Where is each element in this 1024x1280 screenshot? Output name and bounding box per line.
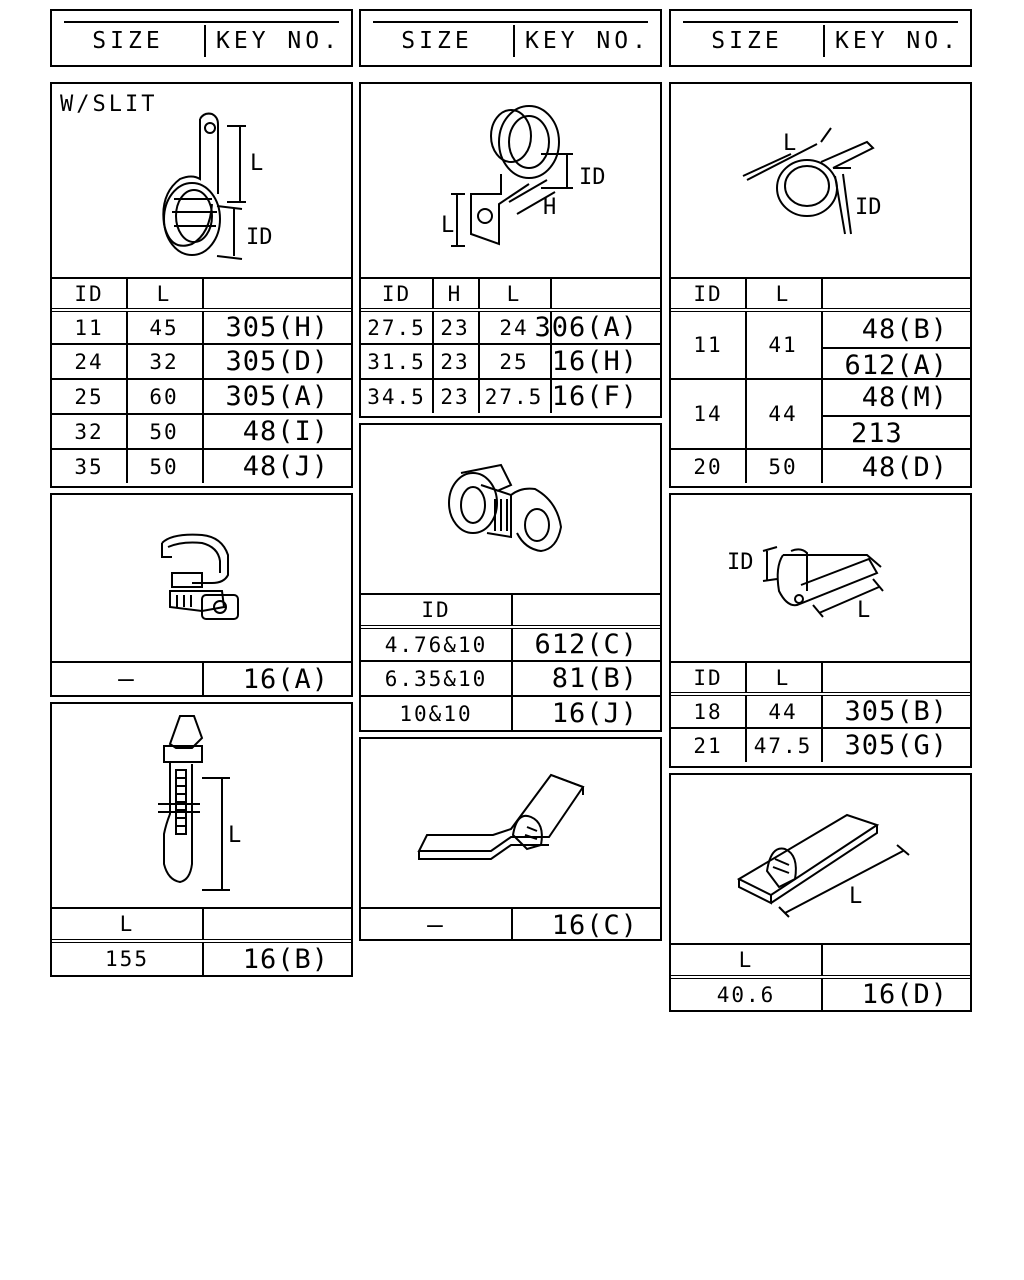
slit-clamp-drawing bbox=[52, 84, 352, 279]
panel-double-clip bbox=[359, 423, 662, 732]
size-value: 4.76&10 bbox=[384, 632, 488, 657]
key-number: 81(B) bbox=[551, 663, 638, 694]
key-number: 612(C) bbox=[534, 629, 638, 660]
header-size: SIZE bbox=[711, 28, 783, 54]
key-number: 48(J) bbox=[242, 451, 329, 482]
panel-fork-clip bbox=[669, 493, 972, 768]
size-value: 11 bbox=[74, 315, 104, 340]
table-header-row bbox=[671, 661, 970, 692]
dim-id: ID bbox=[579, 165, 606, 190]
column-header: ID bbox=[693, 281, 723, 306]
key-number: 48(B) bbox=[861, 314, 948, 345]
table-snap-clip bbox=[52, 661, 351, 697]
header-key-no: KEY NO. bbox=[216, 28, 341, 54]
illustration-strap-tie bbox=[52, 704, 351, 908]
size-value: 35 bbox=[74, 454, 104, 479]
table-row bbox=[52, 448, 351, 483]
illustration-flat-clip bbox=[361, 739, 660, 907]
table-header-row bbox=[671, 943, 970, 975]
size-value: 23 bbox=[440, 384, 470, 409]
column-header: L bbox=[506, 281, 522, 306]
header-size: SIZE bbox=[401, 28, 473, 54]
table-flat-clip bbox=[361, 907, 660, 941]
column-header bbox=[550, 279, 660, 308]
header-key-no: KEY NO. bbox=[835, 28, 960, 54]
size-value: 45 bbox=[149, 315, 179, 340]
size-value: 34.5 bbox=[367, 384, 426, 409]
size-value: 50 bbox=[768, 454, 798, 479]
no-size-dash: — bbox=[427, 910, 445, 940]
table-band-clamp bbox=[671, 277, 970, 488]
column-header: L bbox=[119, 912, 135, 936]
flat-clip-drawing bbox=[361, 739, 661, 907]
table-row bbox=[361, 695, 660, 730]
column-header: ID bbox=[74, 281, 104, 306]
size-value: 50 bbox=[149, 454, 179, 479]
snap-clip-drawing bbox=[52, 495, 352, 662]
dim-l: L bbox=[783, 131, 797, 156]
key-number: 48(M) bbox=[861, 382, 948, 413]
table-row bbox=[52, 413, 351, 448]
size-value: 155 bbox=[105, 947, 149, 971]
column-header: L bbox=[775, 281, 791, 306]
panel-edge-clip bbox=[669, 773, 972, 1012]
table-header-row bbox=[52, 277, 351, 308]
table-row bbox=[52, 343, 351, 378]
key-number: 48(I) bbox=[242, 416, 329, 447]
key-number: 305(D) bbox=[225, 346, 329, 377]
panel-band-clamp bbox=[669, 82, 972, 488]
key-number: 306(A) bbox=[534, 312, 638, 343]
table-row bbox=[52, 308, 351, 343]
table-row-group bbox=[671, 308, 970, 381]
header-size: SIZE bbox=[92, 28, 164, 54]
panel-flat-clip bbox=[359, 737, 662, 941]
key-number: 305(G) bbox=[844, 730, 948, 761]
note-w-slit: W/SLIT bbox=[60, 92, 158, 117]
illustration-double-clip bbox=[361, 425, 660, 593]
column-header: ID bbox=[421, 598, 451, 622]
size-value: 50 bbox=[149, 419, 179, 444]
dim-l: L bbox=[250, 151, 264, 176]
illustration-edge-clip bbox=[671, 775, 970, 943]
key-number: 16(D) bbox=[861, 979, 948, 1010]
size-value: 31.5 bbox=[367, 349, 426, 374]
size-value: 27.5 bbox=[484, 384, 544, 409]
size-value: 23 bbox=[440, 349, 470, 374]
table-row bbox=[52, 661, 351, 695]
table-row-group bbox=[671, 448, 970, 483]
band-clamp-drawing bbox=[671, 84, 971, 279]
size-value: 11 bbox=[693, 333, 723, 357]
table-row bbox=[671, 975, 970, 1010]
table-double-clip bbox=[361, 593, 660, 732]
table-header-row bbox=[361, 277, 660, 308]
dim-id: ID bbox=[855, 195, 882, 220]
dim-l: L bbox=[228, 823, 242, 848]
panel-slit-clamp bbox=[50, 82, 353, 488]
column-header bbox=[821, 945, 970, 975]
column-header: ID bbox=[381, 281, 412, 306]
size-value: 6.35&10 bbox=[384, 666, 488, 691]
column-header: L bbox=[775, 665, 791, 690]
key-number: 305(B) bbox=[844, 696, 948, 727]
column-header bbox=[821, 663, 970, 692]
table-header-row bbox=[361, 593, 660, 625]
table-row bbox=[671, 727, 970, 762]
size-value: 32 bbox=[74, 419, 104, 444]
column-header bbox=[821, 279, 970, 308]
header-col3 bbox=[669, 9, 972, 67]
illustration-bracket-clamp bbox=[361, 84, 660, 279]
size-value: 18 bbox=[693, 699, 723, 724]
size-value: 25 bbox=[74, 384, 104, 409]
table-fork-clip bbox=[671, 661, 970, 768]
dim-id: ID bbox=[246, 225, 273, 250]
illustration-snap-clip bbox=[52, 495, 351, 662]
column-header: L bbox=[738, 948, 754, 972]
key-number: 612(A) bbox=[821, 347, 970, 382]
column-header bbox=[202, 909, 351, 939]
size-value: 44 bbox=[768, 699, 798, 724]
key-number: 16(B) bbox=[242, 943, 329, 975]
table-row bbox=[671, 692, 970, 727]
size-value: 44 bbox=[768, 402, 798, 426]
table-strap-tie bbox=[52, 907, 351, 977]
key-number: 16(H) bbox=[551, 346, 638, 377]
bracket-clamp-drawing bbox=[361, 84, 661, 279]
dim-l: L bbox=[441, 213, 455, 238]
column-header bbox=[202, 279, 351, 308]
size-value: 14 bbox=[693, 402, 723, 426]
table-header-row bbox=[671, 277, 970, 308]
column-header: H bbox=[447, 281, 463, 306]
size-value: 32 bbox=[149, 349, 179, 374]
key-number: 305(H) bbox=[225, 312, 329, 343]
panel-bracket-clamp bbox=[359, 82, 662, 418]
column-header bbox=[511, 595, 660, 625]
size-value: 23 bbox=[440, 315, 470, 340]
table-slit-clamp bbox=[52, 277, 351, 488]
size-value: 40.6 bbox=[716, 982, 776, 1007]
dim-l: L bbox=[857, 598, 871, 623]
table-row bbox=[52, 378, 351, 413]
table-row bbox=[361, 660, 660, 695]
header-col1 bbox=[50, 9, 353, 67]
size-value: 24 bbox=[74, 349, 104, 374]
table-header-row bbox=[52, 907, 351, 939]
header-col2 bbox=[359, 9, 662, 67]
size-value: 27.5 bbox=[367, 315, 426, 340]
column-header: L bbox=[156, 281, 172, 306]
no-size-dash: — bbox=[118, 664, 136, 694]
table-row bbox=[361, 625, 660, 660]
key-number: 16(J) bbox=[551, 698, 638, 729]
key-number: 16(A) bbox=[242, 663, 329, 695]
key-number: 305(A) bbox=[225, 381, 329, 412]
size-value: 10&10 bbox=[399, 701, 473, 726]
size-value: 20 bbox=[693, 454, 723, 479]
table-row bbox=[361, 378, 660, 413]
panel-snap-clip bbox=[50, 493, 353, 697]
key-number: 16(F) bbox=[551, 381, 638, 412]
illustration-band-clamp bbox=[671, 84, 970, 279]
illustration-fork-clip bbox=[671, 495, 970, 663]
key-number: 213 bbox=[821, 415, 970, 450]
size-value: 24 bbox=[499, 315, 529, 340]
column-header: ID bbox=[693, 665, 723, 690]
table-row bbox=[361, 343, 660, 378]
size-value: 25 bbox=[499, 349, 529, 374]
size-value: 60 bbox=[149, 384, 179, 409]
header-key-no: KEY NO. bbox=[525, 28, 650, 54]
panel-strap-tie bbox=[50, 702, 353, 977]
fork-clip-drawing bbox=[671, 495, 971, 663]
table-row bbox=[361, 907, 660, 941]
double-clip-drawing bbox=[361, 425, 661, 593]
size-value: 41 bbox=[768, 333, 798, 357]
size-value: 21 bbox=[693, 733, 723, 758]
table-row bbox=[52, 939, 351, 975]
table-row bbox=[361, 308, 660, 343]
dim-l: L bbox=[849, 884, 863, 909]
key-number: 48(D) bbox=[861, 452, 948, 483]
size-value: 47.5 bbox=[753, 733, 813, 758]
table-bracket-clamp bbox=[361, 277, 660, 418]
key-number: 16(C) bbox=[551, 909, 638, 941]
dim-h: H bbox=[543, 195, 557, 220]
edge-clip-drawing bbox=[671, 775, 971, 943]
strap-tie-drawing bbox=[52, 704, 352, 908]
dim-id: ID bbox=[727, 550, 754, 575]
table-row-group bbox=[671, 378, 970, 448]
illustration-slit-clamp bbox=[52, 84, 351, 279]
table-edge-clip bbox=[671, 943, 970, 1012]
